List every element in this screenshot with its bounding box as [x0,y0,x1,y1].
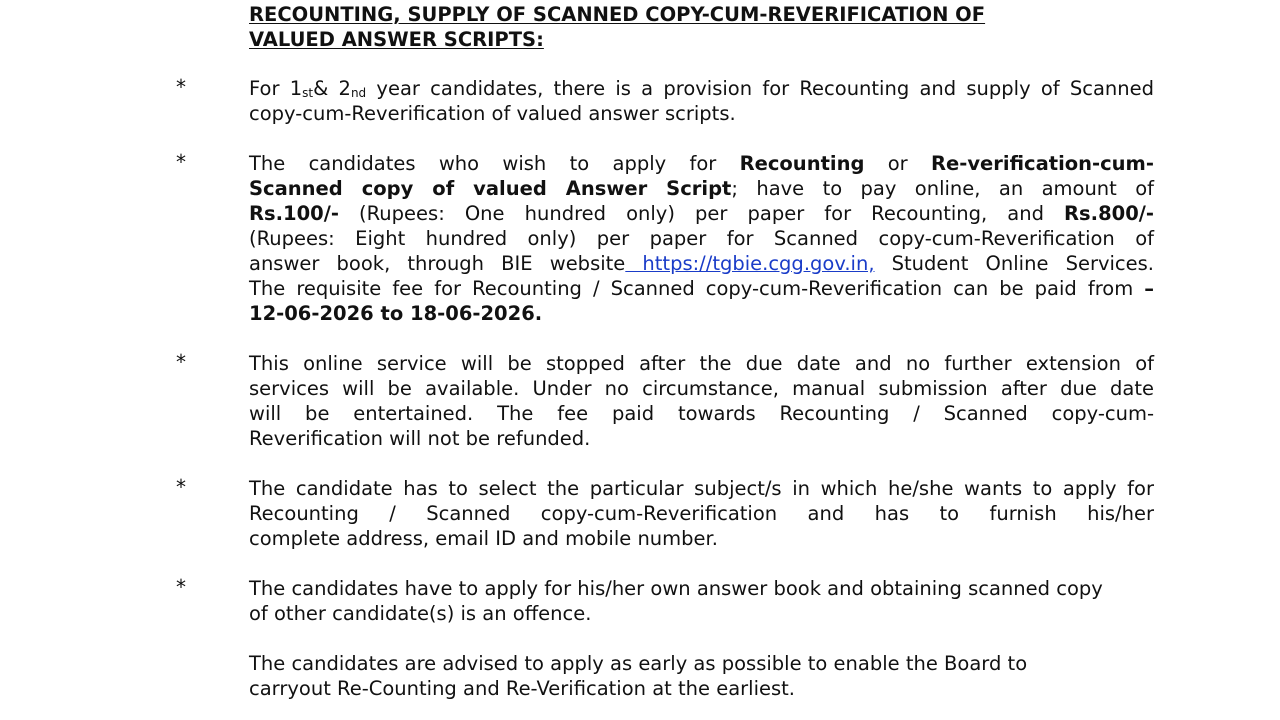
text-line: (Rupees: Eight hundred only) per paper for Scanned copy-cum-Reverification of [249,227,1154,250]
bold-text: Re-verification-cum- [931,152,1154,175]
fee-dates: 12-06-2026 to 18-06-2026. [249,302,543,325]
fee-reverification: Rs.800/- [1064,202,1154,225]
bold-text: Scanned copy of valued Answer Script [249,177,732,200]
bie-website-link[interactable]: https://tgbie.cgg.gov.in, [625,252,875,275]
bold-text: Recounting [739,152,865,175]
title-line-1: RECOUNTING, SUPPLY OF SCANNED COPY-CUM-REVERIFICATION OF [249,3,986,26]
ordinal-suffix: nd [350,86,367,100]
paragraph-advice [249,651,1154,701]
text-line: Reverification will not be refunded. [249,427,591,450]
ordinal-suffix: st [302,86,314,100]
bullet-marker: * [176,575,186,599]
paragraph-recounting-provision [249,76,1154,126]
bullet-marker: * [176,150,186,174]
paragraph-subject-selection [249,476,1154,551]
paragraph-own-answer-book [249,576,1154,626]
title-line-2: VALUED ANSWER SCRIPTS: [249,28,544,51]
text-line: complete address, email ID and mobile number. [249,527,718,550]
paragraph-fee-details [249,151,1154,326]
text-line: copy-cum-Reverification of valued answer scripts. [249,102,736,125]
text-line: answer book, through BIE website https://tgbie.cgg.gov.in, Student Online Services. [249,252,1155,275]
text-line: will be entertained. The fee paid towards Recounting / Scanned copy-cum- [249,402,1154,425]
text-line: This online service will be stopped after the due date and no further extension of [249,352,1154,375]
text-line: The candidates who wish to apply for Recounting or Re-verification-cum- [249,152,1154,175]
bullet-marker: * [176,475,186,499]
text-line: The candidates are advised to apply as early as possible to enable the Board to [249,652,1028,675]
text-line: For $1_{st}\&$ $2_{nd}$ year candidates, there is a provision for Recounting and supply of Scanned [249,77,1155,100]
text-line: Rs.100/- (Rupees: One hundred only) per paper for Recounting, and Rs.800/- [249,202,1154,225]
bullet-marker: * [176,350,186,374]
text-line: The requisite fee for Recounting / Scanned copy-cum-Reverification can be paid from – [249,277,1154,300]
text-line: The candidates have to apply for his/her own answer book and obtaining scanned copy [249,577,1103,600]
text-line: services will be available. Under no circumstance, manual submission after due date [249,377,1154,400]
text-line: carryout Re-Counting and Re-Verification at the earliest. [249,677,796,700]
paragraph-due-date-notice [249,351,1154,451]
text-line: Scanned copy of valued Answer Script; have to pay online, an amount of [249,177,1154,200]
text-line: The candidate has to select the particular subject/s in which he/she wants to apply for [249,477,1154,500]
fee-recounting: Rs.100/- [249,202,339,225]
page-title [249,2,1089,52]
text-line: of other candidate(s) is an offence. [249,602,592,625]
bullet-marker: * [176,75,186,99]
text-line: Recounting / Scanned copy-cum-Reverification and has to furnish his/her [249,502,1154,525]
